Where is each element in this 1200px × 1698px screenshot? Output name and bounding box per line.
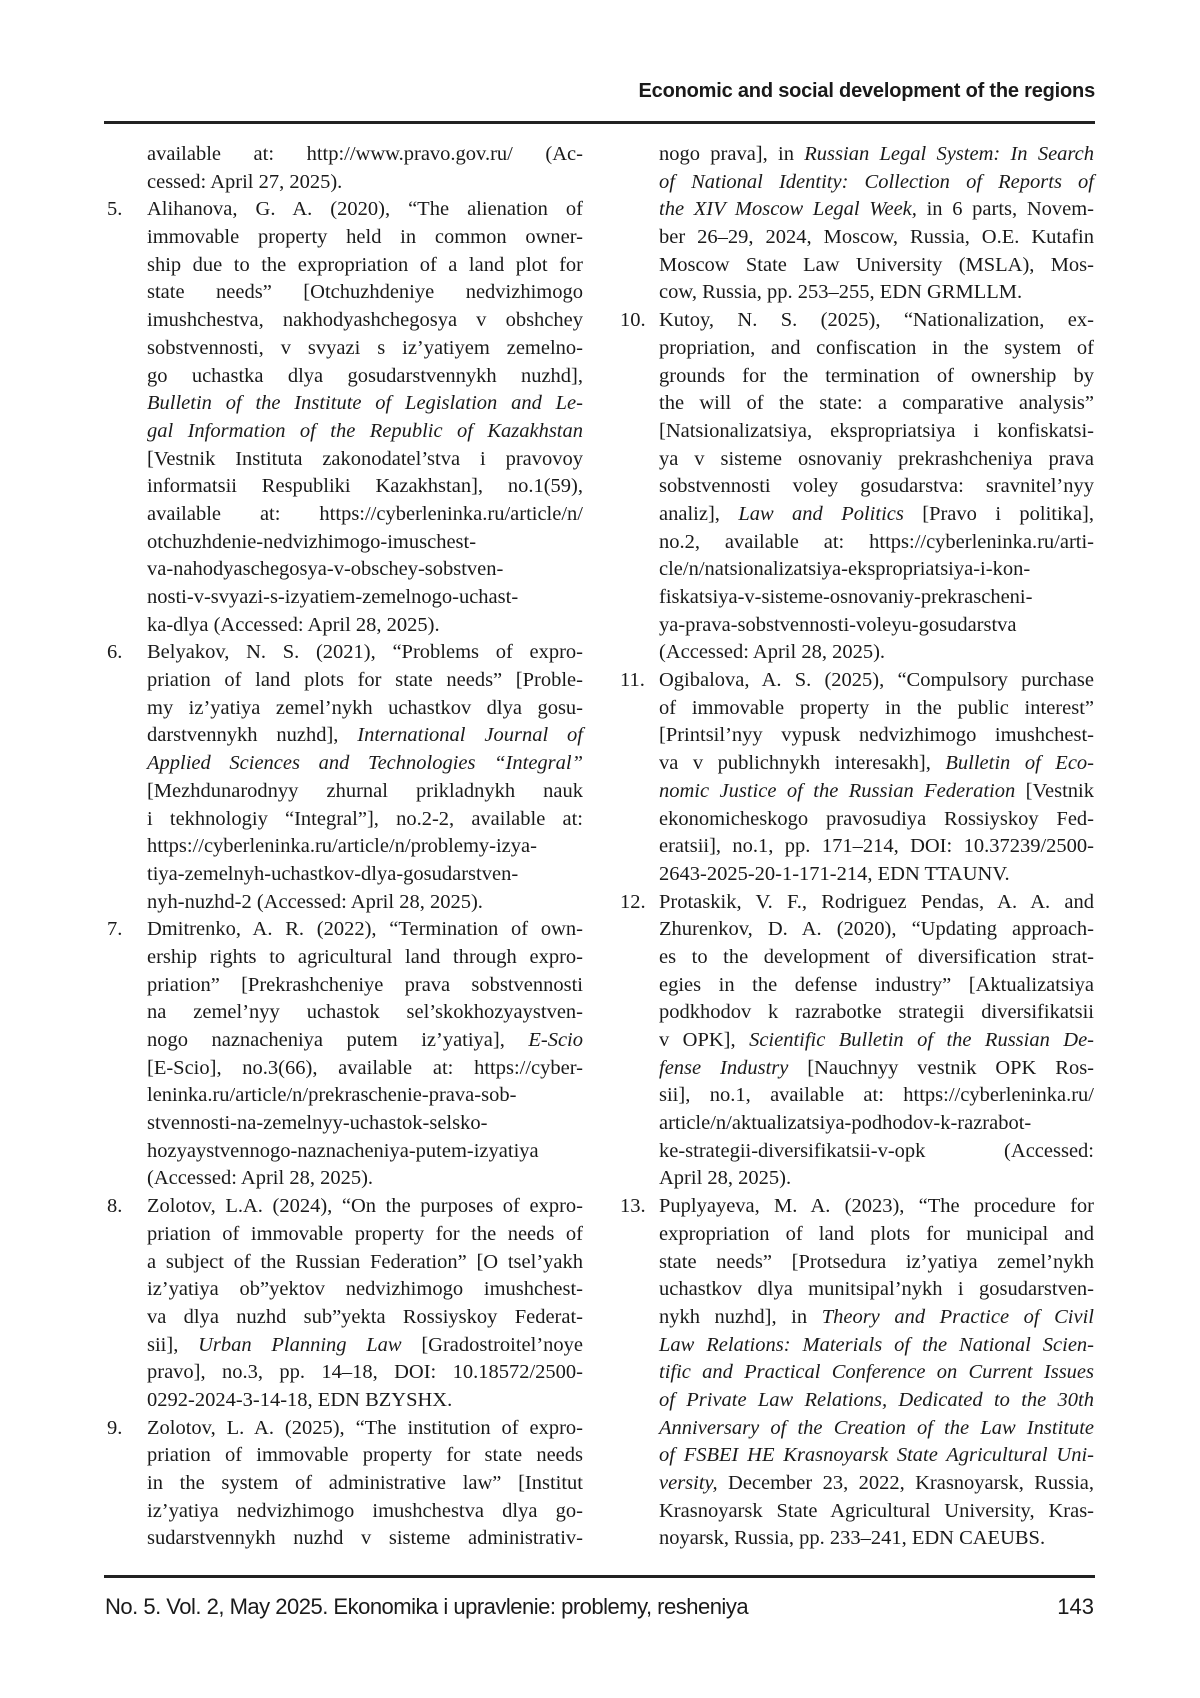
reference-text: the will of the state: a comparative analysis” xyxy=(659,392,1094,414)
reference-item xyxy=(107,916,583,1193)
reference-text: https://cyberleninka.ru/article/n/problemy-izya- xyxy=(147,835,537,857)
reference-line xyxy=(659,1525,1094,1553)
reference-line xyxy=(659,889,1094,917)
reference-line xyxy=(659,556,1094,584)
reference-text: my iz’yatiya zemel’nykh uchastkov dlya gosu- xyxy=(147,697,583,719)
reference-text: ya v sisteme osnovaniy prekrashcheniya prava xyxy=(659,448,1094,470)
reference-item xyxy=(107,1193,583,1415)
reference-line xyxy=(659,833,1094,861)
reference-text: sii], xyxy=(147,1334,198,1356)
reference-line xyxy=(147,169,583,197)
reference-text: available at: https://cyberleninka.ru/article/n/ xyxy=(147,503,583,525)
reference-line xyxy=(147,529,583,557)
reference-number: 12. xyxy=(620,889,646,917)
reference-text: nosti-v-svyazi-s-izyatiem-zemelnogo-uchast- xyxy=(147,586,518,608)
references-column-right xyxy=(612,141,1094,1553)
reference-text: available at: http://www.pravo.gov.ru/ (Ac- xyxy=(147,143,583,165)
reference-line xyxy=(147,224,583,252)
reference-line xyxy=(147,1442,583,1470)
reference-text: in 6 parts, Novem- xyxy=(917,198,1094,220)
reference-line xyxy=(147,750,583,778)
reference-line xyxy=(147,1415,583,1443)
reference-source-title: nomic Justice of the Russian Federation xyxy=(659,780,1015,802)
reference-text: leninka.ru/article/n/prekraschenie-prava-sob- xyxy=(147,1084,516,1106)
reference-line xyxy=(147,446,583,474)
reference-source-title: of Private Law Relations, Dedicated to the 30th xyxy=(659,1389,1094,1411)
reference-line xyxy=(659,1249,1094,1277)
reference-line xyxy=(147,1304,583,1332)
reference-text: ship due to the expropriation of a land plot for xyxy=(147,254,583,276)
reference-line xyxy=(147,944,583,972)
reference-line xyxy=(147,1165,583,1193)
reference-text: Ogibalova, A. S. (2025), “Compulsory purchase xyxy=(659,669,1094,691)
reference-item xyxy=(612,667,1094,889)
reference-source-title: fense Industry xyxy=(659,1057,788,1079)
reference-line xyxy=(147,1193,583,1221)
reference-line xyxy=(659,1027,1094,1055)
reference-text: Kutoy, N. S. (2025), “Nationalization, ex- xyxy=(659,309,1094,331)
reference-item xyxy=(612,889,1094,1194)
reference-text: Zhurenkov, D. A. (2020), “Updating approach- xyxy=(659,918,1094,940)
reference-line xyxy=(147,612,583,640)
reference-line xyxy=(147,806,583,834)
reference-line xyxy=(659,1332,1094,1360)
reference-text: sobstvennosti, v svyazi s iz’yatiyem zemelno- xyxy=(147,337,583,359)
reference-line xyxy=(147,833,583,861)
reference-text: analiz], xyxy=(659,503,738,525)
reference-line xyxy=(659,612,1094,640)
reference-source-title: tific and Practical Conference on Current Issues xyxy=(659,1361,1094,1383)
reference-text: propriation, and confiscation in the system of xyxy=(659,337,1094,359)
reference-source-title: Scientific Bulletin of the Russian De- xyxy=(749,1029,1094,1051)
reference-text: Puplyayeva, M. A. (2023), “The procedure for xyxy=(659,1195,1094,1217)
reference-source-title: of National Identity: Collection of Reports of xyxy=(659,171,1094,193)
reference-text: go uchastka dlya gosudarstvennykh nuzhd], xyxy=(147,365,583,387)
reference-line xyxy=(147,695,583,723)
reference-line xyxy=(147,1082,583,1110)
reference-text: ka-dlya (Accessed: April 28, 2025). xyxy=(147,614,440,636)
reference-line xyxy=(147,584,583,612)
reference-text: expropriation of land plots for municipal and xyxy=(659,1223,1094,1245)
reference-line xyxy=(147,916,583,944)
reference-source-title: Anniversary of the Creation of the Law Institute xyxy=(659,1417,1094,1439)
reference-line xyxy=(659,861,1094,889)
reference-text: i tekhnologiy “Integral”], no.2-2, available at: xyxy=(147,808,583,830)
reference-line xyxy=(659,750,1094,778)
reference-text: na zemel’nyy uchastok sel’skokhozyaystven- xyxy=(147,1001,583,1023)
reference-line xyxy=(659,1055,1094,1083)
reference-line xyxy=(659,999,1094,1027)
reference-source-title: Bulletin of Eco- xyxy=(945,752,1094,774)
reference-text: ke-strategii-diversifikatsii-v-opk (Accessed: xyxy=(659,1140,1094,1162)
reference-line xyxy=(147,1498,583,1526)
reference-line xyxy=(659,1387,1094,1415)
reference-text: December 23, 2022, Krasnoyarsk, Russia, xyxy=(718,1472,1094,1494)
reference-line xyxy=(659,224,1094,252)
reference-text: va-nahodyaschegosya-v-obschey-sobstven- xyxy=(147,558,503,580)
reference-text: sobstvennosti voley gosudarstva: sravnitel’nyy xyxy=(659,475,1094,497)
reference-item xyxy=(612,141,1094,307)
reference-text: priation of immovable property for the needs of xyxy=(147,1223,583,1245)
reference-text: ership rights to agricultural land through expro- xyxy=(147,946,583,968)
reference-line xyxy=(659,1304,1094,1332)
reference-line xyxy=(659,972,1094,1000)
reference-text: article/n/aktualizatsiya-podhodov-k-razrabot- xyxy=(659,1112,1031,1134)
reference-line xyxy=(147,556,583,584)
reference-text: iz’yatiya nedvizhimogo imushchestva dlya go- xyxy=(147,1500,583,1522)
reference-line xyxy=(659,1082,1094,1110)
reference-text: imushchestva, nakhodyashchegosya v obshchey xyxy=(147,309,583,331)
reference-text: es to the development of diversification strat- xyxy=(659,946,1094,968)
reference-text: ekonomicheskogo pravosudiya Rossiyskoy Fed- xyxy=(659,808,1094,830)
reference-line xyxy=(659,501,1094,529)
reference-source-title: Law Relations: Materials of the National Scien- xyxy=(659,1334,1094,1356)
reference-source-title: Applied Sciences and Technologies “Integral” xyxy=(147,752,583,774)
reference-text: Zolotov, L. A. (2025), “The institution of expro- xyxy=(147,1417,583,1439)
reference-line xyxy=(147,501,583,529)
reference-text: Zolotov, L.A. (2024), “On the purposes of expro- xyxy=(147,1195,583,1217)
reference-line xyxy=(659,1415,1094,1443)
footer-rule xyxy=(104,1575,1095,1578)
reference-text: [Vestnik xyxy=(1015,780,1094,802)
reference-text: in the system of administrative law” [Institut xyxy=(147,1472,583,1494)
reference-line xyxy=(147,252,583,280)
reference-line xyxy=(659,584,1094,612)
reference-line xyxy=(659,473,1094,501)
reference-line xyxy=(147,639,583,667)
running-header-title: Economic and social development of the regions xyxy=(639,80,1095,103)
reference-source-title: Russian Legal System: In Search xyxy=(804,143,1094,165)
reference-text: nyh-nuzhd-2 (Accessed: April 28, 2025). xyxy=(147,891,483,913)
reference-text: v OPK], xyxy=(659,1029,749,1051)
reference-line xyxy=(659,806,1094,834)
reference-line xyxy=(147,363,583,391)
reference-text: sudarstvennykh nuzhd v sisteme administrativ- xyxy=(147,1527,583,1549)
reference-text: April 28, 2025). xyxy=(659,1167,791,1189)
reference-line xyxy=(659,335,1094,363)
reference-text: Dmitrenko, A. R. (2022), “Termination of own- xyxy=(147,918,583,940)
page-number: 143 xyxy=(1057,1594,1094,1620)
reference-text: grounds for the termination of ownership by xyxy=(659,365,1094,387)
reference-text: ber 26–29, 2024, Moscow, Russia, O.E. Kutafin xyxy=(659,226,1094,248)
reference-line xyxy=(147,1470,583,1498)
reference-line xyxy=(147,307,583,335)
reference-text: va dlya nuzhd sub”yekta Rossiyskoy Federat- xyxy=(147,1306,583,1328)
reference-text: otchuzhdenie-nedvizhimogo-imuschest- xyxy=(147,531,476,553)
reference-line xyxy=(659,695,1094,723)
reference-line xyxy=(659,1470,1094,1498)
reference-text: tiya-zemelnyh-uchastkov-dlya-gosudarstven- xyxy=(147,863,518,885)
reference-text: Krasnoyarsk State Agricultural University, Kras- xyxy=(659,1500,1094,1522)
reference-line xyxy=(659,667,1094,695)
reference-line xyxy=(659,390,1094,418)
reference-source-title: versity, xyxy=(659,1472,718,1494)
reference-text: Alihanova, G. A. (2020), “The alienation of xyxy=(147,198,583,220)
reference-line xyxy=(659,279,1094,307)
reference-text: va v publichnykh interesakh], xyxy=(659,752,945,774)
reference-line xyxy=(147,972,583,1000)
reference-text: iz’yatiya ob”yektov nedvizhimogo imushchest- xyxy=(147,1278,583,1300)
reference-text: Belyakov, N. S. (2021), “Problems of expro- xyxy=(147,641,583,663)
reference-line xyxy=(659,1165,1094,1193)
reference-text: priation of immovable property for state needs xyxy=(147,1444,583,1466)
reference-item xyxy=(107,639,583,916)
reference-source-title: Theory and Practice of Civil xyxy=(822,1306,1094,1328)
reference-text: a subject of the Russian Federation” [O tsel’yakh xyxy=(147,1251,583,1273)
reference-text: cessed: April 27, 2025). xyxy=(147,171,342,193)
reference-line xyxy=(659,1359,1094,1387)
reference-text: priation of land plots for state needs” [Proble- xyxy=(147,669,583,691)
reference-item xyxy=(107,141,583,196)
reference-line xyxy=(659,169,1094,197)
reference-line xyxy=(147,1332,583,1360)
reference-source-title: Bulletin of the Institute of Legislation and Le- xyxy=(147,392,583,414)
reference-line xyxy=(147,722,583,750)
reference-line xyxy=(147,335,583,363)
reference-number: 11. xyxy=(620,667,645,695)
reference-source-title: of FSBEI HE Krasnoyarsk State Agricultural Uni- xyxy=(659,1444,1094,1466)
reference-text: darstvennykh nuzhd], xyxy=(147,724,357,746)
reference-line xyxy=(659,196,1094,224)
reference-text: nykh nuzhd], in xyxy=(659,1306,822,1328)
reference-text: ya-prava-sobstvennosti-voleyu-gosudarstva xyxy=(659,614,1017,636)
reference-line xyxy=(147,1276,583,1304)
reference-line xyxy=(659,1442,1094,1470)
reference-text: [Mezhdunarodnyy zhurnal prikladnykh nauk xyxy=(147,780,583,802)
reference-source-title: gal Information of the Republic of Kazakhstan xyxy=(147,420,583,442)
reference-source-title: Law and Politics xyxy=(738,503,904,525)
reference-text: [E-Scio], no.3(66), available at: https://cyber- xyxy=(147,1057,583,1079)
reference-line xyxy=(147,1138,583,1166)
reference-line xyxy=(659,141,1094,169)
reference-line xyxy=(147,1027,583,1055)
reference-line xyxy=(659,1110,1094,1138)
reference-line xyxy=(147,1525,583,1553)
reference-item xyxy=(107,1415,583,1553)
reference-line xyxy=(147,1055,583,1083)
reference-text: priation” [Prekrashcheniye prava sobstvennosti xyxy=(147,974,583,996)
reference-line xyxy=(147,1249,583,1277)
reference-line xyxy=(659,1221,1094,1249)
reference-text: [Natsionalizatsiya, ekspropriatsiya i konfiskatsi- xyxy=(659,420,1094,442)
reference-number: 7. xyxy=(107,916,122,944)
reference-line xyxy=(147,196,583,224)
reference-text: Moscow State Law University (MSLA), Mos- xyxy=(659,254,1094,276)
reference-line xyxy=(659,252,1094,280)
reference-text: (Accessed: April 28, 2025). xyxy=(147,1167,373,1189)
reference-line xyxy=(659,722,1094,750)
reference-number: 5. xyxy=(107,196,122,224)
reference-text: (Accessed: April 28, 2025). xyxy=(659,641,885,663)
reference-text: [Nauchnyy vestnik OPK Ros- xyxy=(788,1057,1094,1079)
reference-text: Protaskik, V. F., Rodriguez Pendas, A. A. and xyxy=(659,891,1094,913)
reference-line xyxy=(659,363,1094,391)
reference-text: hozyaystvennogo-naznacheniya-putem-izyatiya xyxy=(147,1140,539,1162)
reference-line xyxy=(147,1221,583,1249)
reference-text: stvennosti-na-zemelnyy-uchastok-selsko- xyxy=(147,1112,487,1134)
reference-number: 13. xyxy=(620,1193,646,1221)
reference-text: no.2, available at: https://cyberleninka.ru/arti- xyxy=(659,531,1094,553)
reference-text: nogo naznacheniya putem iz’yatiya], xyxy=(147,1029,528,1051)
reference-text: fiskatsiya-v-sisteme-osnovaniy-prekrascheni- xyxy=(659,586,1032,608)
reference-text: [Vestnik Instituta zakonodatel’stva i pravovoy xyxy=(147,448,583,470)
reference-text: uchastkov dlya munitsipal’nykh i gosudarstven- xyxy=(659,1278,1094,1300)
reference-number: 9. xyxy=(107,1415,122,1443)
reference-text: 0292-2024-3-14-18, EDN BZYSHX. xyxy=(147,1389,452,1411)
reference-line xyxy=(659,418,1094,446)
reference-text: podkhodov k razrabotke strategii diversifikatsii xyxy=(659,1001,1094,1023)
references-column-left xyxy=(107,141,583,1553)
reference-line xyxy=(147,279,583,307)
reference-line xyxy=(147,418,583,446)
reference-text: of immovable property in the public interest” xyxy=(659,697,1094,719)
reference-item xyxy=(612,307,1094,667)
reference-line xyxy=(659,1276,1094,1304)
reference-text: [Printsil’nyy vypusk nedvizhimogo imushchest- xyxy=(659,724,1094,746)
header-rule xyxy=(104,121,1095,124)
reference-source-title: E-Scio xyxy=(528,1029,583,1051)
reference-line xyxy=(147,861,583,889)
reference-source-title: International Journal of xyxy=(357,724,583,746)
reference-line xyxy=(147,778,583,806)
reference-item xyxy=(612,1193,1094,1553)
reference-line xyxy=(659,778,1094,806)
reference-text: 2643-2025-20-1-171-214, EDN TTAUNV. xyxy=(659,863,1010,885)
reference-text: cle/n/natsionalizatsiya-ekspropriatsiya-i-kon- xyxy=(659,558,1030,580)
reference-text: state needs” [Otchuzhdeniye nedvizhimogo xyxy=(147,281,583,303)
reference-text: state needs” [Protsedura iz’yatiya zemel’nykh xyxy=(659,1251,1094,1273)
reference-number: 10. xyxy=(620,307,646,335)
reference-line xyxy=(147,390,583,418)
reference-line xyxy=(659,916,1094,944)
reference-text: noyarsk, Russia, pp. 233–241, EDN CAEUBS. xyxy=(659,1527,1045,1549)
reference-text: [Pravo i politika], xyxy=(904,503,1094,525)
reference-line xyxy=(659,1498,1094,1526)
reference-line xyxy=(659,529,1094,557)
reference-line xyxy=(147,889,583,917)
reference-line xyxy=(659,639,1094,667)
reference-line xyxy=(659,1193,1094,1221)
reference-line xyxy=(147,667,583,695)
reference-text: immovable property held in common owner- xyxy=(147,226,583,248)
reference-line xyxy=(659,307,1094,335)
reference-line xyxy=(659,446,1094,474)
reference-text: [Gradostroitel’noye xyxy=(402,1334,583,1356)
reference-line xyxy=(147,1359,583,1387)
reference-text: eratsii], no.1, pp. 171–214, DOI: 10.37239/2500- xyxy=(659,835,1094,857)
reference-number: 8. xyxy=(107,1193,122,1221)
reference-number: 6. xyxy=(107,639,122,667)
footer-journal-info: No. 5. Vol. 2, May 2025. Ekonomika i upravlenie: problemy, resheniya xyxy=(105,1594,748,1620)
reference-text: informatsii Respubliki Kazakhstan], no.1(59), xyxy=(147,475,583,497)
reference-line xyxy=(147,1387,583,1415)
reference-text: sii], no.1, available at: https://cyberleninka.ru/ xyxy=(659,1084,1094,1106)
reference-item xyxy=(107,196,583,639)
reference-line xyxy=(147,473,583,501)
reference-line xyxy=(659,1138,1094,1166)
reference-line xyxy=(147,141,583,169)
reference-line xyxy=(147,999,583,1027)
reference-text: cow, Russia, pp. 253–255, EDN GRMLLM. xyxy=(659,281,1022,303)
reference-text: pravo], no.3, pp. 14–18, DOI: 10.18572/2500- xyxy=(147,1361,583,1383)
reference-text: nogo prava], in xyxy=(659,143,804,165)
reference-source-title: Urban Planning Law xyxy=(198,1334,402,1356)
reference-text: egies in the defense industry” [Aktualizatsiya xyxy=(659,974,1094,996)
reference-line xyxy=(659,944,1094,972)
reference-line xyxy=(147,1110,583,1138)
reference-source-title: the XIV Moscow Legal Week, xyxy=(659,198,917,220)
